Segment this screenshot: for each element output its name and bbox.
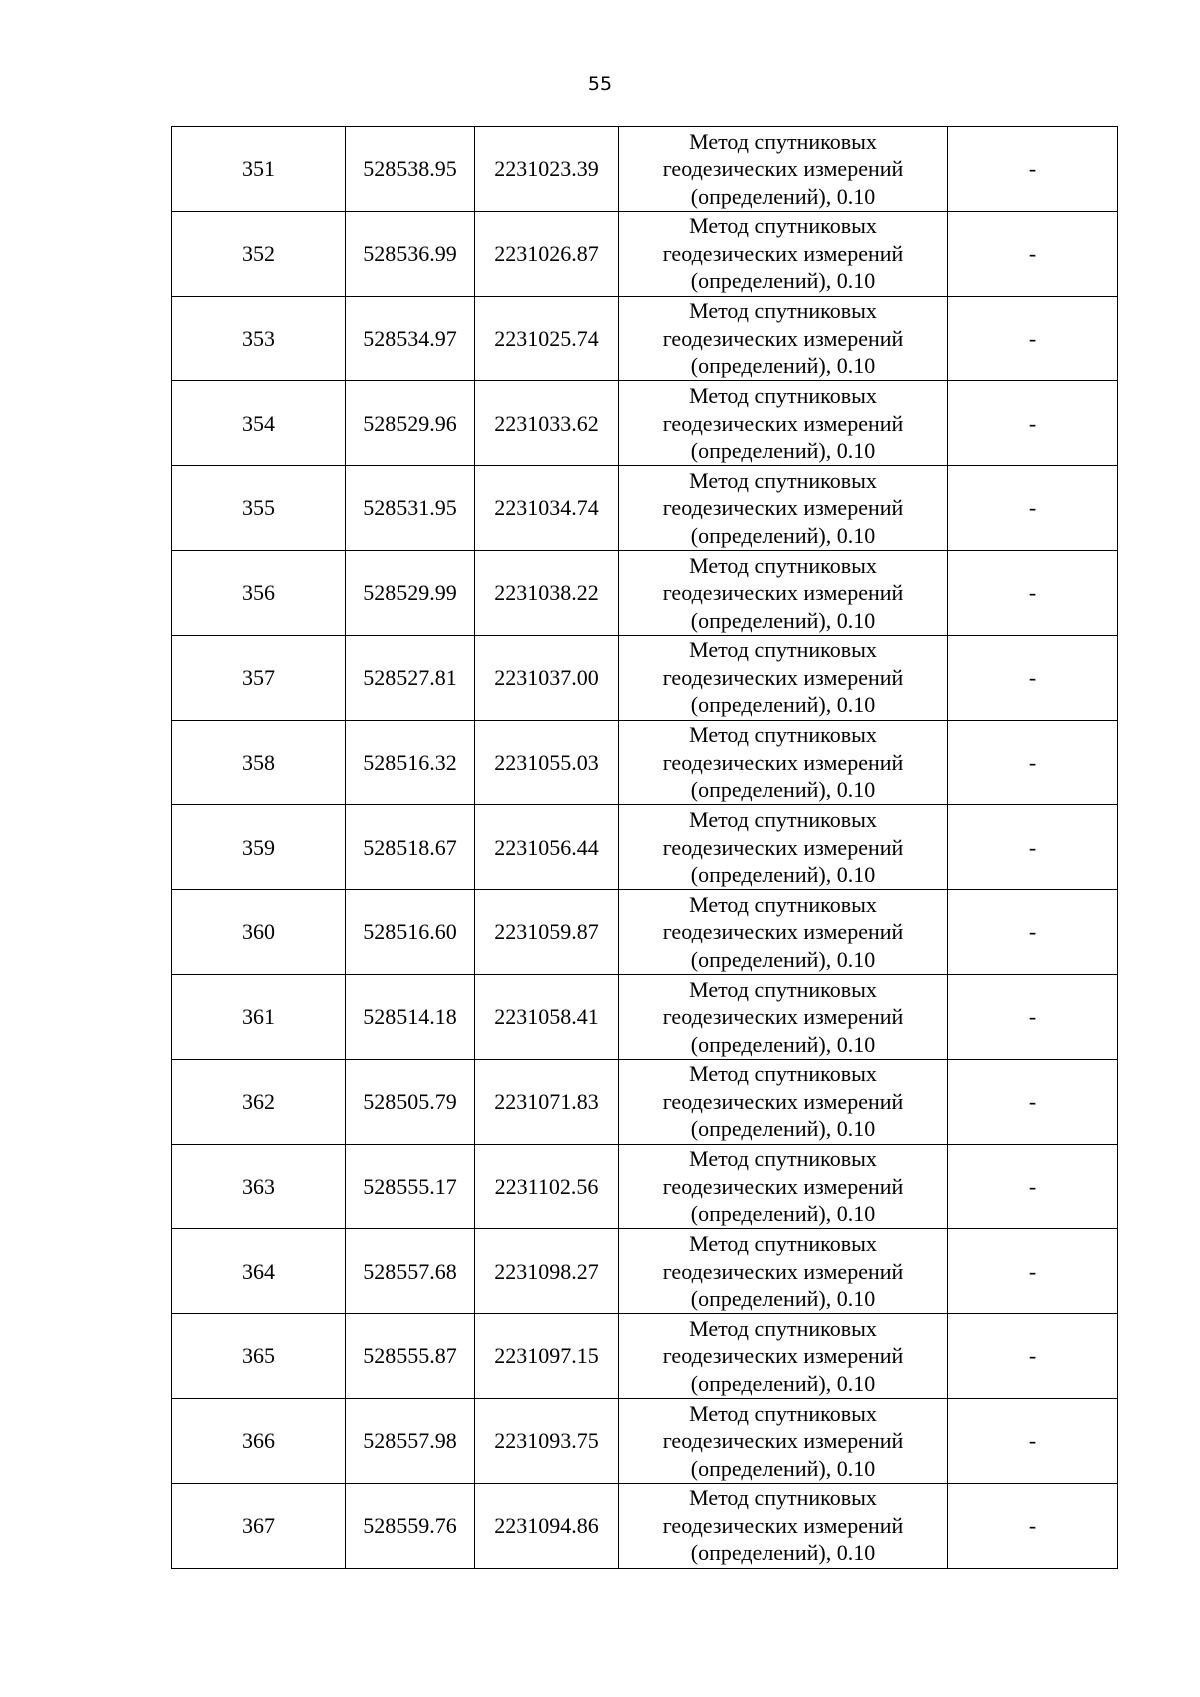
- y-coordinate-text: 2231071.83: [494, 1088, 599, 1114]
- note-cell: [948, 127, 1118, 212]
- point-number-cell: [172, 466, 346, 551]
- note-cell: [948, 720, 1118, 805]
- point-number-text: 354: [242, 410, 275, 436]
- table-row: [172, 1398, 1118, 1483]
- table-row: [172, 466, 1118, 551]
- point-number-cell: [172, 890, 346, 975]
- note-cell: [948, 974, 1118, 1059]
- y-coordinate-cell: [475, 550, 619, 635]
- x-coordinate-cell: [346, 720, 475, 805]
- method-cell: [619, 1314, 948, 1399]
- method-line: Метод спутниковых: [689, 637, 877, 663]
- method-cell: [619, 1144, 948, 1229]
- y-coordinate-text: 2231023.39: [494, 156, 599, 182]
- method-cell: [619, 1229, 948, 1314]
- note-text: -: [1028, 1004, 1037, 1030]
- x-coordinate-text: 528531.95: [363, 495, 457, 521]
- point-number-text: 355: [242, 495, 275, 521]
- note-cell: [948, 1229, 1118, 1314]
- method-line: (определений), 0.10: [690, 522, 876, 548]
- note-text: -: [1028, 1512, 1037, 1538]
- point-number-text: 356: [242, 580, 275, 606]
- y-coordinate-text: 2231034.74: [494, 495, 599, 521]
- point-number-cell: [172, 550, 346, 635]
- table-row: [172, 805, 1118, 890]
- x-coordinate-cell: [346, 1398, 475, 1483]
- point-number-cell: [172, 1144, 346, 1229]
- point-number-text: 367: [242, 1512, 275, 1538]
- method-cell: [619, 720, 948, 805]
- y-coordinate-text: 2231058.41: [494, 1004, 599, 1030]
- point-number-cell: [172, 127, 346, 212]
- y-coordinate-cell: [475, 720, 619, 805]
- x-coordinate-text: 528516.32: [363, 749, 457, 775]
- point-number-cell: [172, 211, 346, 296]
- y-coordinate-text: 2231098.27: [494, 1258, 599, 1284]
- method-line: (определений), 0.10: [690, 438, 876, 464]
- x-coordinate-text: 528557.68: [363, 1258, 457, 1284]
- point-number-cell: [172, 1398, 346, 1483]
- method-line: геодезических измерений: [662, 156, 904, 182]
- method-cell: [619, 805, 948, 890]
- method-line: Метод спутниковых: [689, 807, 877, 833]
- method-line: геодезических измерений: [662, 1428, 904, 1454]
- x-coordinate-text: 528514.18: [363, 1004, 457, 1030]
- x-coordinate-cell: [346, 805, 475, 890]
- note-text: -: [1028, 325, 1037, 351]
- note-cell: [948, 1398, 1118, 1483]
- note-cell: [948, 296, 1118, 381]
- method-line: геодезических измерений: [662, 580, 904, 606]
- point-number-text: 351: [242, 156, 275, 182]
- point-number-cell: [172, 805, 346, 890]
- note-cell: [948, 466, 1118, 551]
- table-row: [172, 381, 1118, 466]
- y-coordinate-text: 2231094.86: [494, 1512, 599, 1538]
- x-coordinate-cell: [346, 890, 475, 975]
- note-cell: [948, 805, 1118, 890]
- point-number-cell: [172, 1483, 346, 1568]
- method-line: геодезических измерений: [662, 1004, 904, 1030]
- method-line: (определений), 0.10: [690, 1540, 876, 1566]
- x-coordinate-text: 528559.76: [363, 1512, 457, 1538]
- point-number-text: 359: [242, 834, 275, 860]
- x-coordinate-cell: [346, 127, 475, 212]
- method-cell: [619, 890, 948, 975]
- method-line: (определений), 0.10: [690, 1286, 876, 1311]
- note-cell: [948, 1483, 1118, 1568]
- x-coordinate-text: 528557.98: [363, 1428, 457, 1454]
- x-coordinate-cell: [346, 1314, 475, 1399]
- y-coordinate-text: 2231059.87: [494, 919, 599, 945]
- point-number-text: 358: [242, 749, 275, 775]
- method-line: (определений), 0.10: [690, 607, 876, 633]
- y-coordinate-text: 2231037.00: [494, 664, 599, 690]
- method-line: геодезических измерений: [662, 1088, 904, 1114]
- y-coordinate-text: 2231025.74: [494, 325, 599, 351]
- method-cell: [619, 211, 948, 296]
- note-cell: [948, 211, 1118, 296]
- method-cell: [619, 1059, 948, 1144]
- table-row: [172, 211, 1118, 296]
- y-coordinate-text: 2231102.56: [494, 1173, 599, 1199]
- x-coordinate-text: 528529.96: [363, 410, 457, 436]
- y-coordinate-text: 2231093.75: [494, 1428, 599, 1454]
- method-line: Метод спутниковых: [689, 1231, 877, 1256]
- x-coordinate-text: 528555.17: [363, 1173, 457, 1199]
- point-number-text: 363: [242, 1173, 275, 1199]
- y-coordinate-cell: [475, 296, 619, 381]
- method-line: Метод спутниковых: [689, 976, 877, 1002]
- table-row: [172, 127, 1118, 212]
- note-text: -: [1028, 156, 1037, 182]
- x-coordinate-cell: [346, 1059, 475, 1144]
- point-number-text: 365: [242, 1343, 275, 1369]
- method-line: (определений), 0.10: [690, 1201, 876, 1227]
- x-coordinate-cell: [346, 974, 475, 1059]
- table-row: [172, 1229, 1118, 1314]
- y-coordinate-text: 2231033.62: [494, 410, 599, 436]
- y-coordinate-cell: [475, 1144, 619, 1229]
- point-number-cell: [172, 1229, 346, 1314]
- method-cell: [619, 127, 948, 212]
- note-text: -: [1028, 240, 1037, 266]
- method-line: Метод спутниковых: [689, 298, 877, 324]
- x-coordinate-cell: [346, 381, 475, 466]
- point-number-cell: [172, 296, 346, 381]
- method-line: геодезических измерений: [662, 240, 904, 266]
- method-cell: [619, 381, 948, 466]
- table-row: [172, 890, 1118, 975]
- point-number-cell: [172, 381, 346, 466]
- method-line: (определений), 0.10: [690, 1370, 876, 1396]
- method-line: (определений), 0.10: [690, 183, 876, 209]
- table-row: [172, 1483, 1118, 1568]
- y-coordinate-cell: [475, 127, 619, 212]
- method-line: Метод спутниковых: [689, 1315, 877, 1341]
- point-number-text: 364: [242, 1258, 275, 1284]
- x-coordinate-text: 528516.60: [363, 919, 457, 945]
- note-cell: [948, 890, 1118, 975]
- method-line: (определений), 0.10: [690, 353, 876, 379]
- method-line: Метод спутниковых: [689, 128, 877, 154]
- method-line: геодезических измерений: [662, 1173, 904, 1199]
- x-coordinate-text: 528538.95: [363, 156, 457, 182]
- note-text: -: [1028, 495, 1037, 521]
- x-coordinate-text: 528505.79: [363, 1088, 457, 1114]
- note-text: -: [1028, 1088, 1037, 1114]
- method-line: Метод спутниковых: [689, 467, 877, 493]
- page-number: 55: [587, 73, 613, 95]
- y-coordinate-text: 2231056.44: [494, 834, 599, 860]
- y-coordinate-text: 2231055.03: [494, 749, 599, 775]
- method-line: геодезических измерений: [662, 834, 904, 860]
- y-coordinate-text: 2231038.22: [494, 580, 599, 606]
- table-row: [172, 296, 1118, 381]
- method-line: (определений), 0.10: [690, 692, 876, 718]
- y-coordinate-cell: [475, 1483, 619, 1568]
- coordinates-table-body: [172, 127, 1118, 1569]
- x-coordinate-cell: [346, 635, 475, 720]
- method-cell: [619, 1483, 948, 1568]
- x-coordinate-cell: [346, 211, 475, 296]
- note-text: -: [1028, 1428, 1037, 1454]
- method-line: (определений), 0.10: [690, 777, 876, 803]
- method-line: (определений), 0.10: [690, 1116, 876, 1142]
- table-row: [172, 1314, 1118, 1399]
- method-line: (определений), 0.10: [690, 946, 876, 972]
- method-line: (определений), 0.10: [690, 1455, 876, 1481]
- method-line: геодезических измерений: [662, 664, 904, 690]
- method-cell: [619, 974, 948, 1059]
- method-line: геодезических измерений: [662, 495, 904, 521]
- method-cell: [619, 296, 948, 381]
- note-cell: [948, 1314, 1118, 1399]
- x-coordinate-cell: [346, 1229, 475, 1314]
- coordinates-table: [171, 126, 1118, 1569]
- x-coordinate-cell: [346, 1483, 475, 1568]
- point-number-cell: [172, 974, 346, 1059]
- method-cell: [619, 1398, 948, 1483]
- method-line: геодезических измерений: [662, 749, 904, 775]
- method-cell: [619, 550, 948, 635]
- note-cell: [948, 635, 1118, 720]
- method-line: Метод спутниковых: [689, 383, 877, 409]
- table-row: [172, 974, 1118, 1059]
- note-text: -: [1028, 919, 1037, 945]
- x-coordinate-text: 528534.97: [363, 325, 457, 351]
- y-coordinate-text: 2231097.15: [494, 1343, 599, 1369]
- method-line: геодезических измерений: [662, 1512, 904, 1538]
- method-line: (определений), 0.10: [690, 268, 876, 294]
- method-line: Метод спутниковых: [689, 1146, 877, 1172]
- table-row: [172, 1144, 1118, 1229]
- note-text: -: [1028, 664, 1037, 690]
- method-cell: [619, 466, 948, 551]
- point-number-text: 360: [242, 919, 275, 945]
- method-line: Метод спутниковых: [689, 1485, 877, 1511]
- method-cell: [619, 635, 948, 720]
- note-text: -: [1028, 580, 1037, 606]
- y-coordinate-cell: [475, 1398, 619, 1483]
- y-coordinate-cell: [475, 805, 619, 890]
- x-coordinate-cell: [346, 1144, 475, 1229]
- note-text: -: [1028, 1343, 1037, 1369]
- method-line: геодезических измерений: [662, 410, 904, 436]
- y-coordinate-cell: [475, 211, 619, 296]
- method-line: (определений), 0.10: [690, 1031, 876, 1057]
- y-coordinate-cell: [475, 635, 619, 720]
- table-row: [172, 550, 1118, 635]
- point-number-text: 361: [242, 1004, 275, 1030]
- note-cell: [948, 381, 1118, 466]
- y-coordinate-cell: [475, 890, 619, 975]
- point-number-text: 362: [242, 1088, 275, 1114]
- method-line: Метод спутниковых: [689, 1400, 877, 1426]
- y-coordinate-cell: [475, 974, 619, 1059]
- point-number-cell: [172, 1059, 346, 1144]
- x-coordinate-cell: [346, 296, 475, 381]
- method-line: Метод спутниковых: [689, 891, 877, 917]
- method-line: Метод спутниковых: [689, 722, 877, 748]
- x-coordinate-text: 528527.81: [363, 664, 457, 690]
- x-coordinate-text: 528529.99: [363, 580, 457, 606]
- method-line: Метод спутниковых: [689, 552, 877, 578]
- x-coordinate-cell: [346, 466, 475, 551]
- table-row: [172, 1059, 1118, 1144]
- method-line: (определений), 0.10: [690, 862, 876, 888]
- note-text: -: [1028, 834, 1037, 860]
- note-cell: [948, 1144, 1118, 1229]
- point-number-text: 353: [242, 325, 275, 351]
- method-line: геодезических измерений: [662, 1258, 904, 1284]
- table-row: [172, 720, 1118, 805]
- method-line: Метод спутниковых: [689, 213, 877, 239]
- y-coordinate-cell: [475, 1229, 619, 1314]
- note-text: -: [1028, 1258, 1037, 1284]
- method-line: Метод спутниковых: [689, 1061, 877, 1087]
- x-coordinate-text: 528536.99: [363, 240, 457, 266]
- y-coordinate-cell: [475, 466, 619, 551]
- x-coordinate-text: 528518.67: [363, 834, 457, 860]
- y-coordinate-cell: [475, 381, 619, 466]
- point-number-text: 366: [242, 1428, 275, 1454]
- note-text: -: [1028, 749, 1037, 775]
- note-cell: [948, 550, 1118, 635]
- method-line: геодезических измерений: [662, 1343, 904, 1369]
- point-number-cell: [172, 1314, 346, 1399]
- x-coordinate-text: 528555.87: [363, 1343, 457, 1369]
- y-coordinate-cell: [475, 1059, 619, 1144]
- note-text: -: [1028, 1173, 1037, 1199]
- x-coordinate-cell: [346, 550, 475, 635]
- y-coordinate-cell: [475, 1314, 619, 1399]
- method-line: геодезических измерений: [662, 919, 904, 945]
- point-number-text: 357: [242, 664, 275, 690]
- point-number-cell: [172, 635, 346, 720]
- note-text: -: [1028, 410, 1037, 436]
- method-line: геодезических измерений: [662, 325, 904, 351]
- table-row: [172, 635, 1118, 720]
- y-coordinate-text: 2231026.87: [494, 240, 599, 266]
- point-number-cell: [172, 720, 346, 805]
- point-number-text: 352: [242, 240, 275, 266]
- note-cell: [948, 1059, 1118, 1144]
